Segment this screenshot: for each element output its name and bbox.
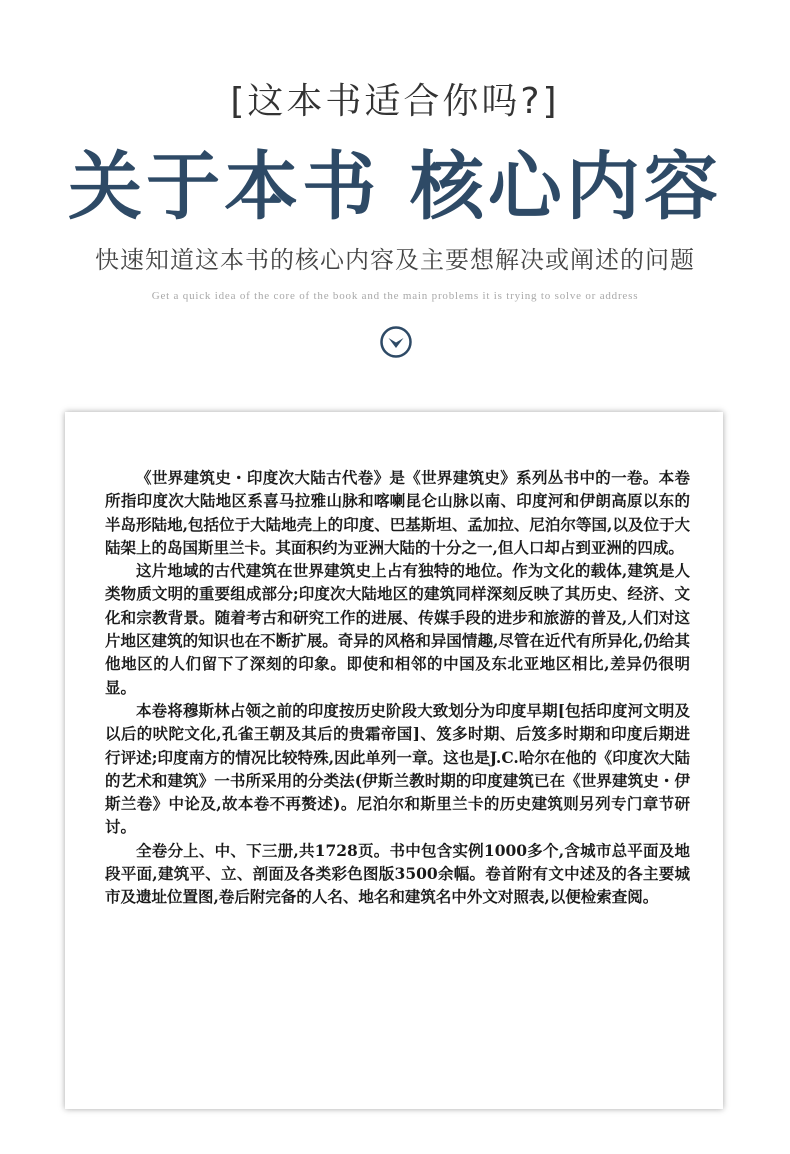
chevron-down-circle-icon [380,326,412,358]
book-description [105,466,690,909]
page-title: 关于本书 核心内容 [68,144,722,230]
book-intro-header [0,0,790,380]
subtitle-english: Get a quick idea of the core of the book and the main problems it is trying to solve or address [151,290,639,302]
paragraph: 《世界建筑史・印度次大陆古代卷》是《世界建筑史》系列丛书中的一卷。本卷所指印度次大陆地区系喜马拉雅山脉和喀喇昆仑山脉以南、印度河和伊朗高原以东的半岛形陆地,包括位于大陆地壳上的印度、巴基斯坦、孟加拉、尼泊尔等国,以及位于大陆架上的岛国斯里兰卡。其面积约为亚洲大陆的十分之一,但人口却占到亚洲的四成。 [105,468,690,557]
question-heading: [这本书适合你吗?] [230,81,560,122]
paragraph: 全卷分上、中、下三册,共1728页。书中包含实例1000多个,含城市总平面及地段平面,建筑平、立、剖面及各类彩色图版3500余幅。卷首附有文中述及的各主要城市及遗址位置图,卷后附完备的人名、地名和建筑名中外文对照表,以便检索查阅。 [105,840,690,907]
paragraph: 这片地域的古代建筑在世界建筑史上占有独特的地位。作为文化的载体,建筑是人类物质文明的重要组成部分;印度次大陆地区的建筑同样深刻反映了其历史、经济、文化和宗教背景。随着考古和研究工作的进展、传媒手段的进步和旅游的普及,人们对这片地区建筑的知识也在不断扩展。奇异的风格和异国情趣,尽管在近代有所异化,仍给其他地区的人们留下了深刻的印象。即使和相邻的中国及东北亚地区相比,差异仍很明显。 [105,561,690,697]
subtitle: 快速知道这本书的核心内容及主要想解决或阐述的问题 [95,246,695,274]
paragraph: 本卷将穆斯林占领之前的印度按历史阶段大致划分为印度早期[包括印度河文明及以后的吠陀文化,孔雀王朝及其后的贵霜帝国]、笈多时期、后笈多时期和印度后期进行评述;印度南方的情况比较特殊,因此单列一章。这也是J.C.哈尔在他的《印度次大陆的艺术和建筑》一书所采用的分类法(伊斯兰教时期的印度建筑已在《世界建筑史・伊斯兰卷》中论及,故本卷不再赘述)。尼泊尔和斯里兰卡的历史建筑则另列专门章节研讨。 [105,700,690,837]
content-card [65,412,723,1109]
